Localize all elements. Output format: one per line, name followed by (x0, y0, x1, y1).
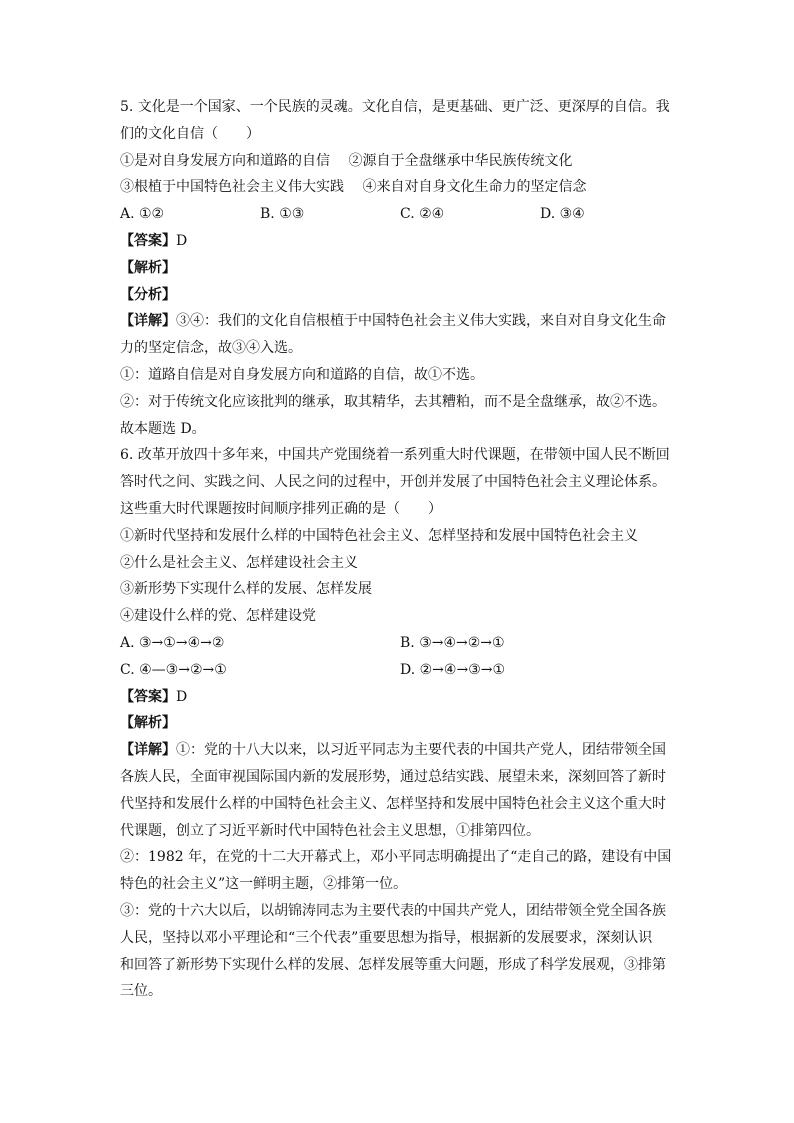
q6-options-row-2 (120, 657, 680, 684)
q5-options (120, 201, 680, 228)
q6-detail-line-10: 三位。 (120, 983, 162, 1000)
q5-detail-line-5: 故本题选 D。 (120, 420, 206, 437)
q6-option-a: A. ③→①→④→② (120, 634, 225, 651)
q6-detail-line-7: ③：党的十六大以后，以胡锦涛同志为主要代表的中国共产党人，团结带领全党全国各族 (120, 902, 666, 919)
q5-answer-tag: 【答案】 (120, 232, 176, 249)
q6-detail-text-1: ①：党的十八大以来，以习近平同志为主要代表的中国共产党人，团结带领全国 (176, 742, 666, 759)
q6-stem-line-1: 6. 改革开放四十多年来，中国共产党围绕着一系列重大时代课题，在带领中国人民不断回 (120, 447, 670, 464)
q6-option-c: C. ④—③→②→① (120, 661, 227, 678)
q6-detail-line-8: 人民，坚持以邓小平理论和“三个代表”重要思想为指导，根据新的发展要求，深刻认识 (120, 929, 653, 946)
q6-detail-line-2: 各族人民，全面审视国际国内新的发展形势，通过总结实践、展望未来，深刻回答了新时 (120, 768, 666, 785)
q6-option-d: D. ②→④→③→① (400, 661, 506, 678)
q5-statement-line-2: ③根植于中国特色社会主义伟大实践 ④来自对自身文化生命力的坚定信念 (120, 179, 587, 196)
q5-fenxi-tag: 【分析】 (120, 286, 176, 303)
q6-detail-line-9: 和回答了新形势下实现什么样的发展、怎样发展等重大问题，形成了科学发展观，③排第 (120, 956, 666, 973)
q6-stem-line-2: 答时代之问、实践之问、人民之问的过程中，开创并发展了中国特色社会主义理论体系。 (120, 474, 666, 491)
q5-detail-text-1: ③④：我们的文化自信根植于中国特色社会主义伟大实践，来自对自身文化生命 (176, 313, 666, 330)
question-6 (120, 442, 680, 1005)
q5-detail-line-3: ①：道路自信是对自身发展方向和道路的自信，故①不选。 (120, 366, 484, 383)
q5-stem-line-1: 5. 文化是一个国家、一个民族的灵魂。文化自信，是更基础、更广泛、更深厚的自信。我 (120, 99, 670, 115)
q5-analysis-tag: 【解析】 (120, 259, 176, 276)
q6-statement-line-3: ③新形势下实现什么样的发展、怎样发展 (120, 581, 372, 598)
q5-option-c: C. ②④ (400, 206, 445, 223)
q5-answer-value: D (176, 232, 188, 249)
q6-detail-line-6: 特色的社会主义”这一鲜明主题，②排第一位。 (120, 876, 408, 893)
q5-statement-line-1: ①是对自身发展方向和道路的自信 ②源自于全盘继承中华民族传统文化 (120, 152, 573, 169)
question-5 (120, 94, 680, 442)
q6-answer (120, 684, 680, 711)
q5-option-a: A. ①② (120, 206, 165, 223)
q6-option-b: B. ③→④→②→① (400, 634, 505, 651)
q6-detail-line-4: 代课题，创立了习近平新时代中国特色社会主义思想，①排第四位。 (120, 822, 540, 839)
q5-answer (120, 228, 680, 255)
q6-detail-line-1 (120, 737, 680, 764)
q6-answer-tag: 【答案】 (120, 688, 176, 705)
q5-stem-line-2: 们的文化自信（ ） (120, 125, 260, 142)
q5-detail-line-2: 力的坚定信念，故③④入选。 (120, 340, 302, 357)
document-page (120, 94, 680, 1005)
q5-detail-tag: 【详解】 (120, 313, 176, 330)
q5-option-b: B. ①③ (260, 206, 305, 223)
q5-option-d: D. ③④ (540, 206, 585, 223)
q6-detail-line-5: ②：1982 年，在党的十二大开幕式上，邓小平同志明确提出了“走自己的路，建设有中国 (120, 849, 672, 866)
q6-statement-line-2: ②什么是社会主义、怎样建设社会主义 (120, 554, 358, 571)
q6-analysis-tag: 【解析】 (120, 715, 176, 732)
q5-detail-line-4: ②：对于传统文化应该批判的继承，取其精华，去其糟粕，而不是全盘继承，故②不选。 (120, 393, 666, 410)
q6-statement-line-1: ①新时代坚持和发展什么样的中国特色社会主义、怎样坚持和发展中国特色社会主义 (120, 527, 638, 544)
q6-answer-value: D (176, 688, 188, 705)
q6-options-row-1 (120, 630, 680, 657)
q5-detail-line-1 (120, 308, 680, 335)
q6-stem-line-3: 这些重大时代课题按时间顺序排列正确的是（ ） (120, 500, 442, 517)
q6-statement-line-4: ④建设什么样的党、怎样建设党 (120, 608, 316, 625)
q6-detail-line-3: 代坚持和发展什么样的中国特色社会主义、怎样坚持和发展中国特色社会主义这个重大时 (120, 795, 666, 812)
q6-detail-tag: 【详解】 (120, 742, 176, 759)
